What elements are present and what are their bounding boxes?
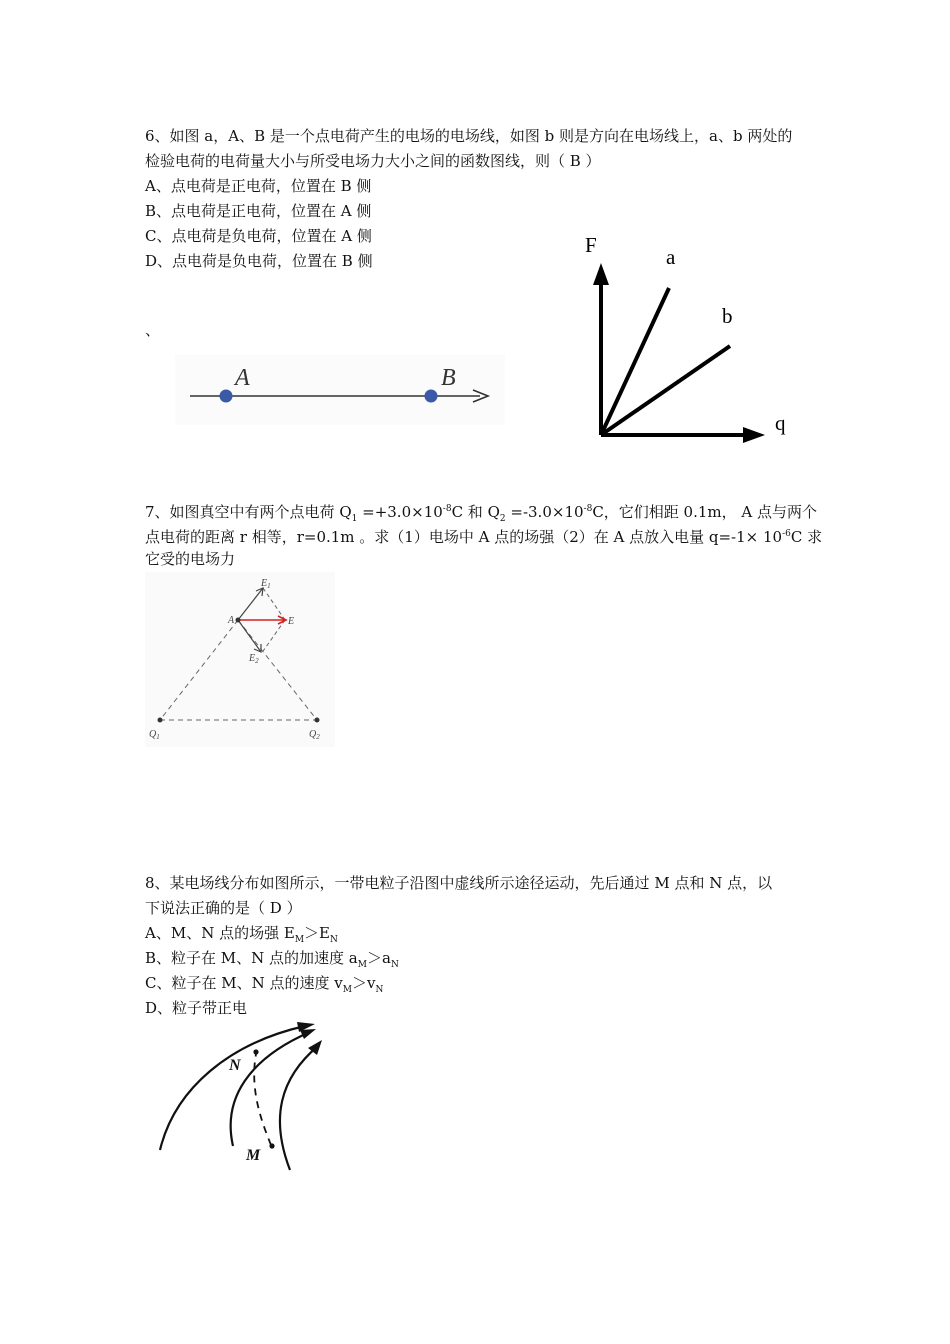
q6-f-q-graph	[575, 230, 805, 455]
label-q1: $Q_1$	[149, 729, 160, 741]
q7-q2-exponent: -8	[583, 504, 593, 514]
q6-option-c: C、点电荷是负电荷，位置在 A 侧	[145, 227, 372, 245]
q8-option-a	[145, 923, 338, 950]
line-b-label: b	[722, 304, 733, 328]
q8-stem-line1: 8、某电场线分布如图所示，一带电粒子沿图中虚线所示途径运动，先后通过 M 点和 N 点，以	[145, 874, 773, 892]
q-axis-arrowhead	[743, 427, 765, 443]
point-m-dot	[269, 1143, 274, 1148]
q8-option-b-compare: ＞a	[366, 949, 391, 967]
q6-stem-line2: 检验电荷的电荷量大小与所受电场力大小之间的函数图线，则（ B ）	[145, 152, 601, 170]
q7-q2-subscript: 2	[499, 514, 506, 524]
f-axis-arrowhead	[593, 263, 609, 285]
point-b-label: B	[441, 365, 456, 391]
q8-option-c-sub-n: N	[375, 985, 384, 995]
q7-q1-exponent: -8	[442, 504, 452, 514]
q8-field-lines-figure	[150, 1018, 330, 1178]
charge-q2-dot	[315, 718, 320, 723]
q8-option-a-sub-m: M	[294, 935, 305, 945]
point-n-dot	[253, 1049, 258, 1054]
q8-option-b-sub-m: M	[357, 960, 367, 970]
q8-option-a-compare: ＞E	[304, 924, 330, 942]
label-e2: $E_2$	[249, 653, 259, 665]
q8-stem-line2: 下说法正确的是（ D ）	[145, 899, 302, 917]
q7-stem-line2	[145, 524, 822, 547]
q6-option-d: D、点电荷是负电荷，位置在 B 侧	[145, 252, 373, 270]
q7-q1-subscript: 1	[351, 514, 358, 524]
q8-option-c	[145, 973, 383, 1000]
q8-option-a-text: A、M、N 点的场强 E	[145, 924, 295, 942]
q6-stem-line1: 6、如图 a，A、B 是一个点电荷产生的电场的电场线，如图 b 则是方向在电场线上，a、b 两处的	[145, 127, 793, 145]
q8-option-a-sub-n: N	[329, 935, 338, 945]
point-n-label: N	[229, 1057, 241, 1074]
field-line-right	[280, 1046, 318, 1170]
field-line-middle-arrowhead	[300, 1029, 316, 1039]
figure-background	[145, 572, 335, 747]
q8-option-d: D、粒子带正电	[145, 999, 248, 1017]
point-a-dot	[220, 390, 233, 403]
q6-option-b: B、点电荷是正电荷，位置在 A 侧	[145, 202, 372, 220]
q8-option-b	[145, 948, 399, 975]
q6-field-line-figure	[175, 355, 505, 425]
point-a-dot	[236, 618, 241, 623]
line-a-label: a	[666, 245, 676, 269]
label-e: E	[288, 616, 295, 627]
q7-text-4: C 求	[790, 528, 823, 546]
label-e1: $E_1$	[261, 578, 271, 590]
q7-q-exponent: -6	[782, 529, 791, 539]
q-axis-label: q	[775, 411, 786, 435]
q8-option-b-sub-n: N	[390, 960, 399, 970]
q7-q1-value: =+3.0×10	[357, 503, 443, 521]
q8-option-c-sub-m: M	[342, 985, 352, 995]
q8-option-b-text: B、粒子在 M、N 点的加速度 a	[145, 949, 358, 967]
point-a-label: A	[235, 365, 250, 391]
q7-field-diagram	[145, 572, 335, 747]
q7-q2-value: =-3.0×10	[505, 503, 584, 521]
q6-stray-mark: 、	[145, 321, 161, 339]
label-a: A	[228, 615, 235, 626]
label-q2: $Q_2$	[309, 729, 320, 741]
q7-text-and: C 和 Q	[451, 503, 500, 521]
charge-q1-dot	[158, 718, 163, 723]
q7-stem-line3: 它受的电场力	[145, 550, 236, 568]
q7-text-2: C，它们相距 0.1m， A 点与两个	[592, 503, 818, 521]
q7-text-3: 点电荷的距离 r 相等，r=0.1m 。求（1）电场中 A 点的场强（2）在 A 点放入电量 q=-1× 10	[145, 528, 783, 546]
f-axis-label: F	[585, 233, 597, 257]
q7-text-1: 7、如图真空中有两个点电荷 Q	[145, 503, 352, 521]
point-b-dot	[425, 390, 438, 403]
q8-option-c-text: C、粒子在 M、N 点的速度 v	[145, 974, 343, 992]
q8-option-c-compare: ＞v	[351, 974, 376, 992]
point-m-label: M	[246, 1147, 261, 1164]
q6-option-a: A、点电荷是正电荷，位置在 B 侧	[145, 177, 372, 195]
